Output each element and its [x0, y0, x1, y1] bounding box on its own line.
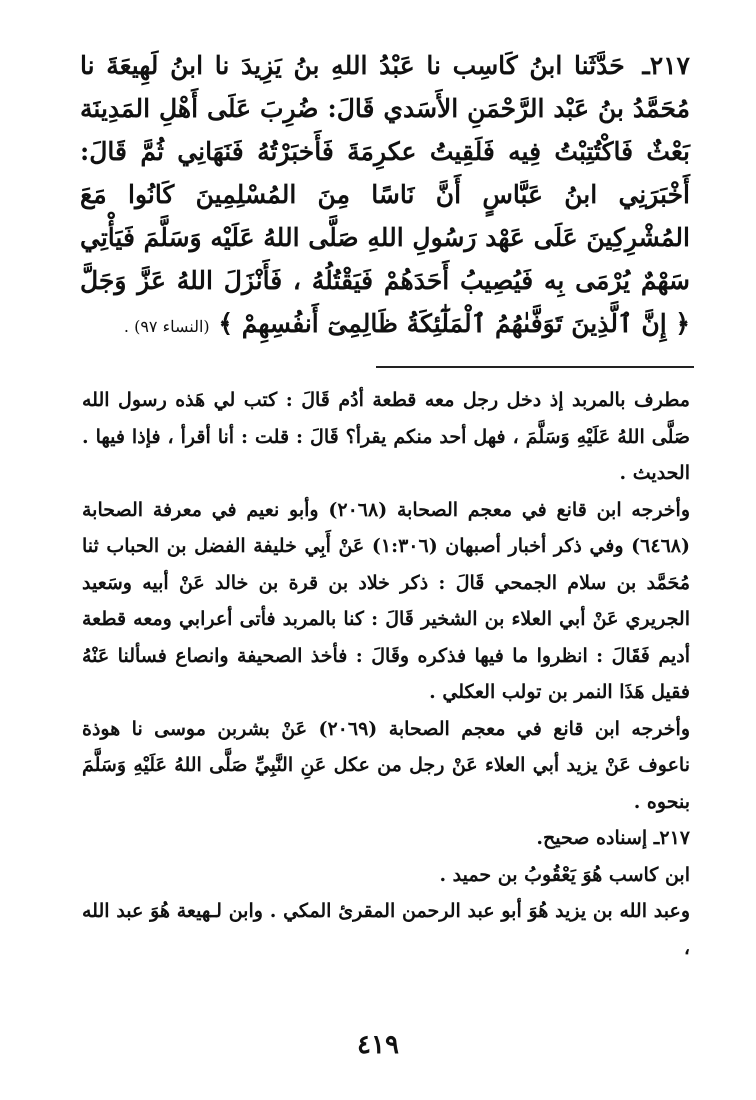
footnote-divider	[376, 366, 694, 368]
footnote-paragraph: وأخرجه ابن قانع في معجم الصحابة (٢٠٦٩) عَنْ بشربن موسى نا هوذة ناعوف عَنْ يزيد أبي العلاء عَنْ رجل من عكل عَنِ النَّبِيِّ صَلَّى اللهُ عَلَيْهِ وَسَلَّمَ بنحوه .	[82, 717, 690, 813]
footnote-paragraph: وعبد الله بن يزيد هُوَ أبو عبد الرحمن المقرئ المكي . وابن لـهيعة هُوَ عبد الله ،	[82, 900, 690, 959]
hadith-text-block	[80, 44, 690, 348]
footnote-paragraph: ابن كاسب هُوَ يَعْقُوبُ بن حميد .	[439, 863, 690, 886]
footnote-paragraph: مطرف بالمربد إذ دخل رجل معه قطعة أدُم قَالَ : كتب لي هَذه رسول الله صَلَّى اللهُ عَلَيْهِ وَسَلَّمَ ، فهل أحد منكم يقرأ؟ قَالَ : قلت : أنا أقرأ ، فإذا فيها . الحديث .	[82, 389, 690, 484]
hadith-body: حَدَّثَنا ابنُ كَاسِب نا عَبْدُ اللهِ بنُ يَزِيدَ نا ابنُ لَهِيعَةَ نا مُحَمَّدُ بنُ عَبْد الرَّحْمَنِ الأَسَدي قَالَ: ضُرِبَ عَلَى أَهْلِ المَدِينَة بَعْثٌ فَاكْتُتِبْتُ فِيه فَلَقِيتُ عكرِمَةَ فَأَخبَرْتُهُ فَنَهَانِي ثُمَّ قَالَ: أَخْبَرَنِي ابنُ عَبَّاسٍ أَنَّ نَاسًا مِنَ المُسْلِمِينَ كَانُوا مَعَ المُشْرِكِينَ عَلَى عَهْد رَسُولِ اللهِ صَلَّى اللهُ عَلَيْه وَسَلَّمَ فَيَأْتِي سَهْمٌ يُرْمَى بِه فَيُصِيبُ أَحَدَهُمْ فَيَقْتُلُهُ ، فَأَنْزَلَ اللهُ عَزَّ وَجَلَّ ﴿ إِنَّ ٱلَّذِينَ تَوَفَّىٰهُمُ ٱلْمَلَٰٓئِكَةُ ظَالِمِىٓ أَنفُسِهِمْ ﴾	[80, 51, 690, 338]
hadith-number: ٢١٧ـ	[642, 51, 690, 80]
footnote-paragraph: ٢١٧ـ إسناده صحيح.	[536, 827, 690, 849]
footnotes-block	[82, 382, 690, 966]
quran-reference: (النساء ٩٧) .	[123, 317, 210, 336]
footnote-paragraph: وأخرجه ابن قانع في معجم الصحابة (٢٠٦٨) وأبو نعيم في معرفة الصحابة (٦٤٦٨) وفي ذكر أخبار أصبهان (١:٣٠٦) عَنْ أَبِي خليفة الفضل بن الحباب ثنا مُحَمَّد بن سلام الجمحي قَالَ : ذكر خلاد بن قرة بن خالد عَنْ أبيه وسَعيد الجريري عَنْ أبي العلاء بن الشخير قَالَ : كنا بالمربد فأتى أعرابي ومعه قطعة أديم فَقَالَ : انظروا ما فيها فذكره وقَالَ : فأخذ الصحيفة وانصاع فسألنا عَنْهُ فقيل هَذَا النمر بن تولب العكلي .	[82, 498, 690, 703]
page-number: ٤١٩	[357, 1030, 399, 1060]
